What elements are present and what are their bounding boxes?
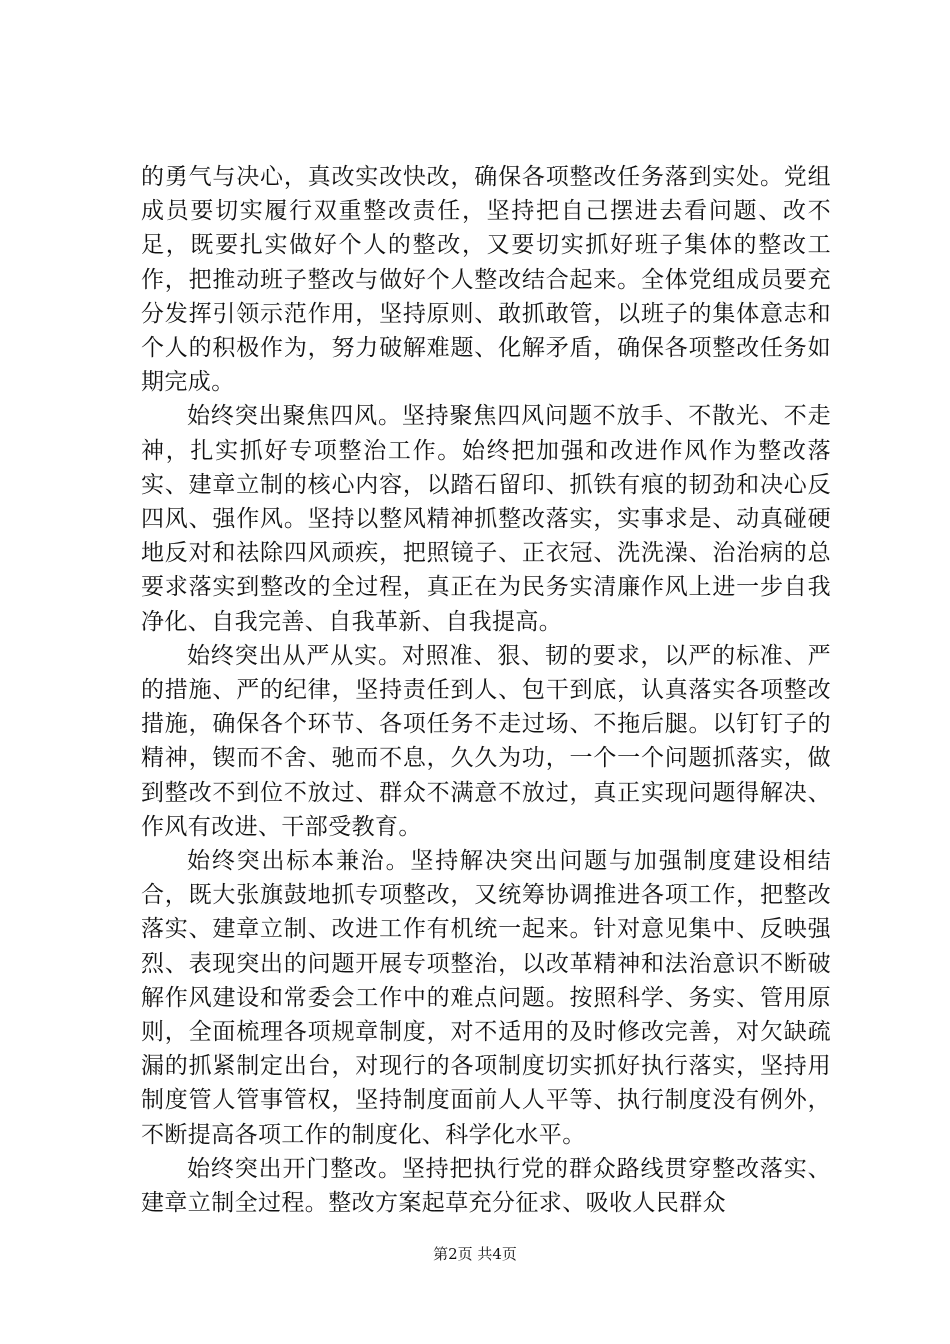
paragraph-3: 始终突出从严从实。对照准、狠、韧的要求，以严的标准、严的措施、严的纪律，坚持责任到人、包干到底，认真落实各项整改措施，确保各个环节、各项任务不走过场、不拖后腿。以钉钉子的精神，锲而不舍、驰而不息，久久为功，一个一个问题抓落实，做到整改不到位不放过、群众不满意不放过，真正实现问题得解决、作风有改进、干部受教育。	[141, 642, 831, 840]
document-body	[141, 160, 831, 1220]
paragraph-2: 始终突出聚焦四风。坚持聚焦四风问题不放手、不散光、不走神，扎实抓好专项整治工作。始终把加强和改进作风作为整改落实、建章立制的核心内容，以踏石留印、抓铁有痕的韧劲和决心反四风、强作风。坚持以整风精神抓整改落实，实事求是、动真碰硬地反对和祛除四风顽疾，把照镜子、正衣冠、洗洗澡、治治病的总要求落实到整改的全过程，真正在为民务实清廉作风上进一步自我净化、自我完善、自我革新、自我提高。	[141, 403, 831, 635]
paragraph-1: 的勇气与决心，真改实改快改，确保各项整改任务落到实处。党组成员要切实履行双重整改责任，坚持把自己摆进去看问题、改不足，既要扎实做好个人的整改，又要切实抓好班子集体的整改工作，把推动班子整改与做好个人整改结合起来。全体党组成员要充分发挥引领示范作用，坚持原则、敢抓敢管，以班子的集体意志和个人的积极作为，努力破解难题、化解矛盾，确保各项整改任务如期完成。	[141, 164, 831, 396]
page-number-footer: 第2页 共4页	[433, 1245, 517, 1263]
paragraph-5: 始终突出开门整改。坚持把执行党的群众路线贯穿整改落实、建章立制全过程。整改方案起草充分征求、吸收人民群众	[141, 1155, 831, 1217]
paragraph-4: 始终突出标本兼治。坚持解决突出问题与加强制度建设相结合，既大张旗鼓地抓专项整改，又统筹协调推进各项工作，把整改落实、建章立制、改进工作有机统一起来。针对意见集中、反映强烈、表现突出的问题开展专项整治，以改革精神和法治意识不断破解作风建设和常委会工作中的难点问题。按照科学、务实、管用原则，全面梳理各项规章制度，对不适用的及时修改完善，对欠缺疏漏的抓紧制定出台，对现行的各项制度切实抓好执行落实，坚持用制度管人管事管权，坚持制度面前人人平等、执行制度没有例外，不断提高各项工作的制度化、科学化水平。	[141, 848, 831, 1148]
